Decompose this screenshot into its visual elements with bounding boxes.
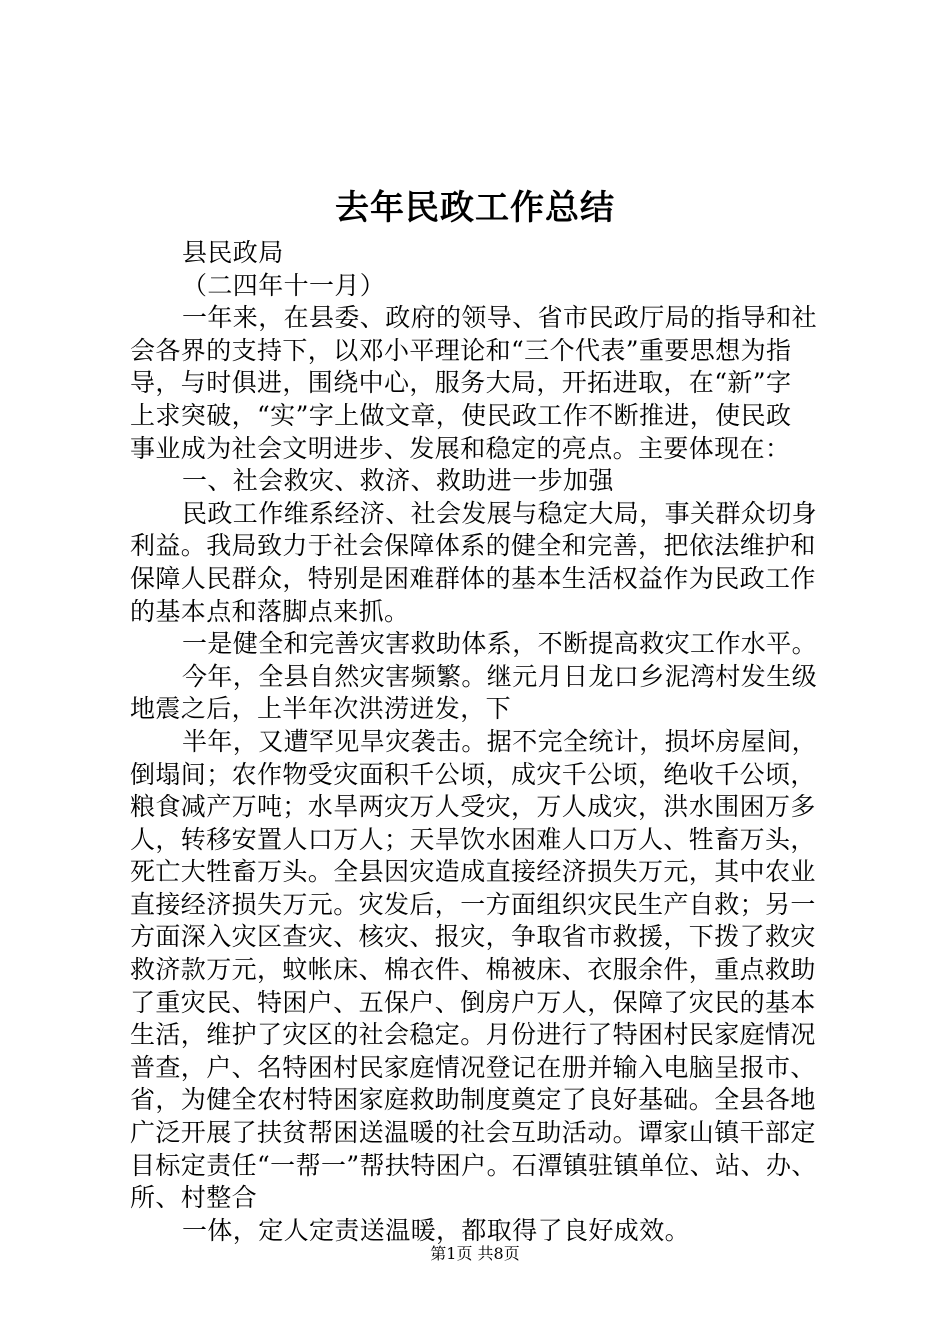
text-line: 方面深入灾区查灾、核灾、报灾，争取省市救援，下拨了救灾 (130, 922, 816, 952)
text-line: 广泛开展了扶贫帮困送温暖的社会互助活动。谭家山镇干部定 (130, 1118, 816, 1148)
text-line: 地震之后，上半年次洪涝迸发，下 (130, 694, 512, 724)
text-line: 保障人民群众，特别是困难群体的基本生活权益作为民政工作 (130, 563, 816, 593)
text-line: 直接经济损失万元。灾发后，一方面组织灾民生产自救；另一 (130, 889, 816, 919)
text-line: （二四年十一月） (182, 270, 386, 300)
text-line: 倒塌间；农作物受灾面积千公顷，成灾千公顷，绝收千公顷， (130, 759, 816, 789)
text-line: 死亡大牲畜万头。全县因灾造成直接经济损失万元，其中农业 (130, 857, 816, 887)
text-line: 省，为健全农村特困家庭救助制度奠定了良好基础。全县各地 (130, 1085, 816, 1115)
text-line: 民政工作维系经济、社会发展与稳定大局，事关群众切身 (182, 498, 818, 528)
text-line: 导，与时俱进，围绕中心，服务大局，开拓进取，在“新”字 (130, 368, 792, 398)
text-line: 一年来，在县委、政府的领导、省市民政厅局的指导和社 (182, 303, 818, 333)
text-line: 目标定责任“一帮一”帮扶特困户。石潭镇驻镇单位、站、办、 (130, 1150, 817, 1180)
text-line: 县民政局 (182, 238, 284, 267)
text-line: 所、村整合 (130, 1183, 258, 1213)
text-line: 了重灾民、特困户、五保户、倒房户万人，保障了灾民的基本 (130, 987, 816, 1017)
text-line: 一是健全和完善灾害救助体系，不断提高救灾工作水平。 (182, 629, 818, 659)
text-line: 救济款万元，蚊帐床、棉衣件、棉被床、衣服余件，重点救助 (130, 955, 816, 985)
text-line: 上求突破，“实”字上做文章，使民政工作不断推进，使民政 (130, 400, 792, 430)
text-line: 一、社会救灾、救济、救助进一步加强 (182, 466, 614, 496)
page-footer: 第1页 共8页 (430, 1244, 520, 1263)
text-line: 会各界的支持下，以邓小平理论和“三个代表”重要思想为指 (130, 335, 792, 365)
text-line: 的基本点和落脚点来抓。 (130, 596, 410, 626)
text-line: 生活，维护了灾区的社会稳定。月份进行了特困村民家庭情况 (130, 1020, 816, 1050)
text-line: 今年，全县自然灾害频繁。继元月日龙口乡泥湾村发生级 (182, 661, 818, 691)
document-title: 去年民政工作总结 (335, 188, 615, 228)
text-line: 半年，又遭罕见旱灾袭击。据不完全统计，损坏房屋间， (182, 726, 818, 756)
document-body (130, 237, 870, 1247)
text-line: 普查，户、名特困村民家庭情况登记在册并输入电脑呈报市、 (130, 1052, 816, 1082)
text-line: 事业成为社会文明进步、发展和稳定的亮点。主要体现在： (130, 433, 791, 463)
text-line: 利益。我局致力于社会保障体系的健全和完善，把依法维护和 (130, 531, 816, 561)
text-line: 人，转移安置人口万人；天旱饮水困难人口万人、牲畜万头， (130, 824, 816, 854)
text-line: 粮食减产万吨；水旱两灾万人受灾，万人成灾，洪水围困万多 (130, 792, 816, 822)
text-line: 一体，定人定责送温暖，都取得了良好成效。 (182, 1215, 691, 1245)
